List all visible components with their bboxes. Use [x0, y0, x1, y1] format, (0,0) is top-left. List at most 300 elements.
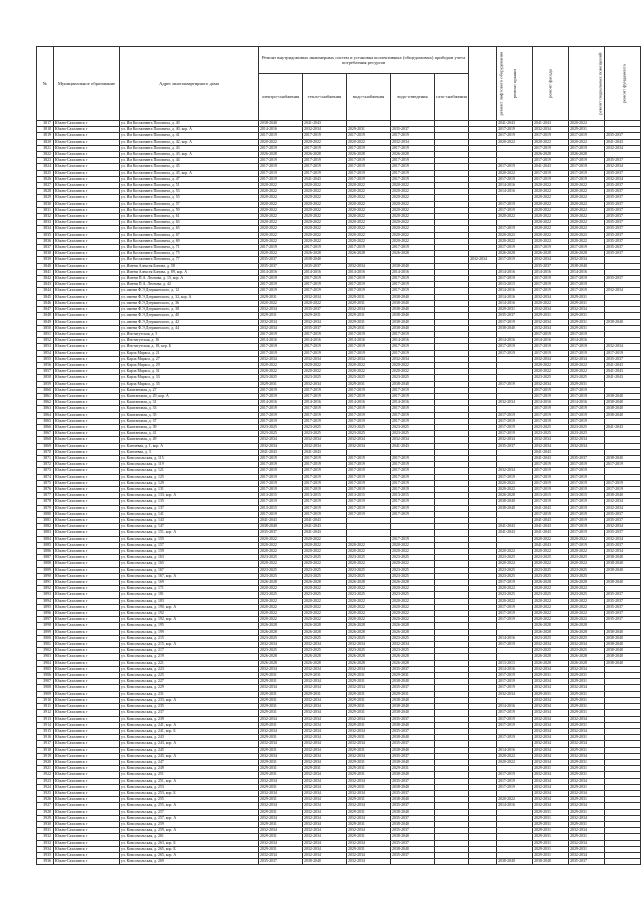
row-number-cell: 3868 [37, 437, 54, 443]
address-cell: ул. Каштановая, д. 27 [120, 387, 259, 393]
address-cell: ул. Комсомольская, д. 259 [120, 821, 259, 827]
row-number-cell: 3916 [37, 735, 54, 741]
period-cell: 2032-2034 [303, 356, 347, 362]
period-cell: 2038-2040 [391, 834, 435, 840]
period-cell: 2032-2034 [303, 784, 347, 790]
period-cell: 2023-2025 [391, 375, 435, 381]
period-cell: 2023-2025 [303, 567, 347, 573]
address-cell: ул. Комсомольская, д. 157 [120, 542, 259, 548]
period-cell: 2017-2019 [569, 276, 605, 282]
period-cell: 2017-2019 [347, 499, 391, 505]
period-cell: 2032-2034 [347, 828, 391, 834]
period-cell: 2035-2037 [391, 666, 435, 672]
period-cell: 2029-2031 [533, 766, 569, 772]
period-cell: 2017-2019 [347, 462, 391, 468]
period-cell: 2017-2019 [259, 133, 303, 139]
period-cell: 2029-2031 [259, 313, 303, 319]
period-cell: 2017-2019 [569, 524, 605, 530]
period-cell: 2041-2043 [303, 449, 347, 455]
period-cell: 2020-2022 [259, 604, 303, 610]
period-cell: 2029-2031 [569, 325, 605, 331]
period-cell: 2029-2031 [533, 673, 569, 679]
period-cell: 2026-2028 [533, 660, 569, 666]
period-cell: 2020-2022 [303, 189, 347, 195]
municipality-cell: Южно-Сахалинск г [54, 474, 120, 480]
address-cell: ул. имени Ф.Э.Дзержинского, д. 38 [120, 307, 259, 313]
period-cell: 2038-2040 [391, 821, 435, 827]
period-cell: 2020-2022 [533, 226, 569, 232]
period-cell: 2017-2019 [303, 486, 347, 492]
period-cell: 2020-2022 [303, 369, 347, 375]
period-cell: 2032-2034 [259, 319, 303, 325]
period-cell: 2032-2034 [259, 666, 303, 672]
period-cell: 2032-2034 [259, 437, 303, 443]
row-number-cell: 3865 [37, 418, 54, 424]
period-cell: 2032-2034 [533, 443, 569, 449]
period-cell: 2014-2016 [303, 338, 347, 344]
period-cell: 2017-2019 [259, 288, 303, 294]
period-cell: 2032-2034 [303, 846, 347, 852]
period-cell: 2017-2019 [303, 499, 347, 505]
row-number-cell: 3866 [37, 424, 54, 430]
row-number-cell: 3918 [37, 747, 54, 753]
period-cell: 2020-2022 [391, 369, 435, 375]
period-cell: 2035-2037 [391, 753, 435, 759]
period-cell: 2026-2028 [533, 623, 569, 629]
period-cell: 2032-2034 [533, 753, 569, 759]
period-cell: 2029-2031 [569, 691, 605, 697]
period-cell: 2023-2025 [391, 592, 435, 598]
municipality-cell: Южно-Сахалинск г [54, 381, 120, 387]
period-cell: 2014-2016 [259, 269, 303, 275]
period-cell: 2032-2034 [533, 127, 569, 133]
period-cell: 2029-2031 [569, 381, 605, 387]
row-number-cell: 3835 [37, 232, 54, 238]
period-cell: 2032-2034 [533, 759, 569, 765]
period-cell: 2032-2034 [605, 549, 641, 555]
period-cell: 2029-2031 [259, 797, 303, 803]
period-cell: 2017-2019 [497, 201, 533, 207]
period-cell: 2017-2019 [569, 331, 605, 337]
period-cell: 2017-2019 [303, 412, 347, 418]
address-cell: ул. Им Космонавта Поповича, д. 67 [120, 232, 259, 238]
period-cell: 2014-2016 [259, 400, 303, 406]
period-cell: 2020-2022 [347, 238, 391, 244]
period-cell: 2017-2019 [605, 486, 641, 492]
municipality-cell: Южно-Сахалинск г [54, 623, 120, 629]
period-cell: 2038-2040 [497, 859, 533, 865]
period-cell: 2017-2019 [347, 344, 391, 350]
period-cell: 2017-2019 [497, 735, 533, 741]
period-cell: 2017-2019 [497, 319, 533, 325]
period-cell: 2023-2025 [391, 555, 435, 561]
period-cell: 2023-2025 [569, 424, 605, 430]
period-cell: 2017-2019 [497, 673, 533, 679]
row-number-cell: 3929 [37, 815, 54, 821]
period-cell: 2023-2025 [533, 424, 569, 430]
period-cell: 2020-2022 [347, 369, 391, 375]
period-cell: 2029-2031 [347, 722, 391, 728]
address-cell: ул. Им Космонавта Поповича, д. 57 [120, 201, 259, 207]
period-cell: 2029-2031 [347, 300, 391, 306]
period-cell: 2017-2019 [391, 406, 435, 412]
period-cell: 2023-2025 [347, 573, 391, 579]
period-cell: 2017-2019 [303, 474, 347, 480]
period-cell: 2029-2031 [347, 710, 391, 716]
address-cell: ул. Комсомольская, д. 125 [120, 474, 259, 480]
municipality-cell: Южно-Сахалинск г [54, 145, 120, 151]
period-cell: 2032-2034 [303, 710, 347, 716]
period-cell [435, 859, 469, 865]
period-cell: 2017-2019 [303, 468, 347, 474]
period-cell: 2029-2031 [347, 766, 391, 772]
period-cell: 2020-2022 [303, 561, 347, 567]
row-number-cell: 3828 [37, 189, 54, 195]
period-cell: 2035-2037 [605, 611, 641, 617]
municipality-cell: Южно-Сахалинск г [54, 828, 120, 834]
period-cell: 2017-2019 [497, 431, 533, 437]
period-cell: 2029-2031 [569, 704, 605, 710]
period-cell: 2017-2019 [497, 226, 533, 232]
municipality-cell: Южно-Сахалинск г [54, 809, 120, 815]
period-cell: 2023-2025 [533, 573, 569, 579]
period-cell: 2032-2034 [469, 257, 497, 263]
period-cell: 2020-2022 [497, 486, 533, 492]
period-cell: 2026-2028 [259, 629, 303, 635]
period-cell: 2026-2028 [303, 580, 347, 586]
municipality-cell: Южно-Сахалинск г [54, 592, 120, 598]
period-cell: 2017-2019 [303, 245, 347, 251]
address-cell: ул. Им Космонавта Поповича, д. 45 [120, 164, 259, 170]
period-cell: 2026-2028 [347, 152, 391, 158]
row-number-cell: 3893 [37, 592, 54, 598]
period-cell: 2017-2019 [497, 344, 533, 350]
period-cell: 2017-2019 [259, 511, 303, 517]
header-meters-group: Ремонт внутридомовых инженерных систем и установка коллективных (общедомовых) приборов учета потребления ресурсов [259, 47, 469, 74]
period-cell: 2014-2016 [347, 338, 391, 344]
period-cell: 2026-2028 [347, 654, 391, 660]
row-number-cell: 3867 [37, 431, 54, 437]
address-cell: ул. Комсомольская, д. 223 [120, 666, 259, 672]
period-cell: 2017-2019 [569, 406, 605, 412]
row-number-cell: 3892 [37, 586, 54, 592]
period-cell: 2020-2022 [533, 300, 569, 306]
period-cell: 2032-2034 [533, 356, 569, 362]
period-cell: 2020-2022 [303, 549, 347, 555]
period-cell: 2017-2019 [533, 331, 569, 337]
period-cell: 2017-2019 [303, 505, 347, 511]
period-cell: 2013-2015 [497, 282, 533, 288]
period-cell: 2026-2028 [347, 629, 391, 635]
period-cell: 2017-2019 [259, 145, 303, 151]
municipality-cell: Южно-Сахалинск г [54, 586, 120, 592]
period-cell: 2023-2025 [533, 375, 569, 381]
period-cell: 2032-2034 [303, 809, 347, 815]
address-cell: ул. Карла Маркса, д. 33 [120, 375, 259, 381]
period-cell: 2017-2019 [569, 542, 605, 548]
period-cell: 2020-2022 [347, 232, 391, 238]
period-cell: 2020-2022 [259, 232, 303, 238]
period-cell: 2032-2034 [533, 716, 569, 722]
period-cell: 2020-2022 [347, 362, 391, 368]
header-address: Адрес многоквартирного дома [120, 47, 259, 121]
period-cell: 2020-2022 [391, 604, 435, 610]
period-cell: 2032-2034 [569, 716, 605, 722]
period-cell: 2038-2040 [391, 747, 435, 753]
period-cell: 2032-2034 [259, 778, 303, 784]
period-cell: 2032-2034 [497, 468, 533, 474]
period-cell: 2023-2025 [303, 555, 347, 561]
address-cell: ул. Комсомольская, д. 237 [120, 710, 259, 716]
row-number-cell: 3837 [37, 245, 54, 251]
address-cell: ул. Комсомольская, д. 245 [120, 747, 259, 753]
municipality-cell: Южно-Сахалинск г [54, 611, 120, 617]
period-cell: 2035-2037 [605, 201, 641, 207]
address-cell: ул. имени Ф.Э.Дзержинского, д. 36 [120, 300, 259, 306]
table-body [37, 121, 641, 865]
period-cell: 2038-2040 [391, 722, 435, 728]
period-cell: 2017-2019 [533, 387, 569, 393]
period-cell: 2023-2025 [391, 424, 435, 430]
period-cell: 2020-2022 [569, 214, 605, 220]
municipality-cell: Южно-Сахалинск г [54, 629, 120, 635]
row-number-cell: 3915 [37, 728, 54, 734]
period-cell: 2020-2022 [347, 542, 391, 548]
period-cell: 2014-2016 [569, 338, 605, 344]
period-cell: 2020-2022 [533, 586, 569, 592]
period-cell: 2020-2022 [303, 207, 347, 213]
period-cell: 2035-2037 [259, 263, 303, 269]
period-cell: 2017-2019 [303, 170, 347, 176]
period-cell: 2017-2019 [497, 604, 533, 610]
period-cell: 2017-2019 [569, 387, 605, 393]
address-cell: ул. Комсомольская, д. 261 [120, 834, 259, 840]
period-cell: 2038-2040 [605, 393, 641, 399]
period-cell: 2020-2022 [533, 139, 569, 145]
municipality-cell: Южно-Сахалинск г [54, 635, 120, 641]
period-cell: 2038-2040 [605, 493, 641, 499]
address-cell: ул. Комсомольская, д. 215 [120, 635, 259, 641]
period-cell: 2035-2037 [391, 790, 435, 796]
address-cell: ул. Карла Маркса, д. 21 [120, 350, 259, 356]
period-cell: 2032-2034 [259, 815, 303, 821]
period-cell: 2029-2031 [347, 735, 391, 741]
period-cell: 2032-2034 [259, 685, 303, 691]
period-cell: 2020-2022 [391, 238, 435, 244]
address-cell: ул. Комсомольская, д. 241, кор. Б [120, 728, 259, 734]
period-cell: 2035-2037 [303, 263, 347, 269]
period-cell: 2020-2022 [259, 598, 303, 604]
period-cell: 2017-2019 [391, 505, 435, 511]
period-cell: 2032-2034 [347, 790, 391, 796]
address-cell: ул. Комсомольская, д. 255, кор. А [120, 803, 259, 809]
period-cell: 2020-2022 [347, 139, 391, 145]
row-number-cell: 3875 [37, 480, 54, 486]
period-cell: 2023-2025 [497, 555, 533, 561]
municipality-cell: Южно-Сахалинск г [54, 555, 120, 561]
municipality-cell: Южно-Сахалинск г [54, 251, 120, 257]
period-cell: 2026-2028 [391, 654, 435, 660]
period-cell: 2029-2031 [533, 821, 569, 827]
period-cell: 2023-2025 [533, 635, 569, 641]
row-number-cell: 3890 [37, 573, 54, 579]
period-cell: 2032-2034 [533, 728, 569, 734]
period-cell: 2038-2040 [391, 772, 435, 778]
period-cell: 2026-2028 [533, 152, 569, 158]
address-cell: ул. имени Ф.Э.Дзержинского, д. 44 [120, 325, 259, 331]
municipality-cell: Южно-Сахалинск г [54, 462, 120, 468]
period-cell: 2038-2040 [391, 325, 435, 331]
row-number-cell: 3838 [37, 251, 54, 257]
period-cell: 2020-2022 [303, 617, 347, 623]
municipality-cell: Южно-Сахалинск г [54, 294, 120, 300]
period-cell: 2023-2025 [347, 567, 391, 573]
period-cell: 2029-2031 [347, 679, 391, 685]
municipality-cell: Южно-Сахалинск г [54, 846, 120, 852]
period-cell: 2038-2040 [391, 300, 435, 306]
period-cell: 2029-2031 [259, 722, 303, 728]
period-cell: 2020-2022 [497, 549, 533, 555]
municipality-cell: Южно-Сахалинск г [54, 710, 120, 716]
period-cell: 2032-2034 [303, 797, 347, 803]
period-cell: 2017-2019 [347, 511, 391, 517]
period-cell: 2017-2019 [391, 511, 435, 517]
address-cell: ул. Институтская, д. 5 [120, 331, 259, 337]
period-cell: 2020-2022 [533, 189, 569, 195]
period-cell: 2017-2019 [259, 406, 303, 412]
period-cell: 2020-2022 [347, 189, 391, 195]
period-cell: 2029-2031 [569, 772, 605, 778]
period-cell: 2017-2019 [347, 176, 391, 182]
period-cell: 2038-2040 [569, 263, 605, 269]
row-number-cell: 3844 [37, 288, 54, 294]
period-cell: 2035-2037 [391, 778, 435, 784]
period-cell: 2017-2019 [391, 276, 435, 282]
period-cell: 2026-2028 [569, 654, 605, 660]
municipality-cell: Южно-Сахалинск г [54, 685, 120, 691]
period-cell: 2032-2034 [347, 840, 391, 846]
header-sewer: водо-отведения [391, 74, 435, 121]
period-cell: 2038-2040 [303, 859, 347, 865]
period-cell: 2029-2031 [569, 679, 605, 685]
period-cell: 2017-2019 [347, 245, 391, 251]
period-cell: 2020-2022 [347, 598, 391, 604]
period-cell: 2032-2034 [347, 852, 391, 858]
period-cell: 2014-2016 [303, 400, 347, 406]
period-cell: 2026-2028 [303, 152, 347, 158]
period-cell: 2038-2040 [605, 412, 641, 418]
period-cell: 2038-2040 [391, 759, 435, 765]
address-cell: ул. Комсомольская, д. 192 [120, 611, 259, 617]
period-cell: 2017-2019 [569, 518, 605, 524]
period-cell: 2020-2022 [533, 362, 569, 368]
period-cell: 2038-2040 [303, 257, 347, 263]
row-number-cell: 3933 [37, 840, 54, 846]
period-cell: 2014-2016 [497, 183, 533, 189]
period-cell: 2032-2034 [533, 797, 569, 803]
period-cell: 2032-2034 [259, 790, 303, 796]
period-cell: 2032-2034 [533, 325, 569, 331]
municipality-cell: Южно-Сахалинск г [54, 728, 120, 734]
period-cell: 2023-2025 [569, 375, 605, 381]
period-cell: 2020-2022 [391, 549, 435, 555]
municipality-cell: Южно-Сахалинск г [54, 375, 120, 381]
period-cell: 2032-2034 [347, 263, 391, 269]
period-cell: 2023-2025 [259, 573, 303, 579]
municipality-cell: Южно-Сахалинск г [54, 369, 120, 375]
period-cell: 2020-2022 [259, 251, 303, 257]
period-cell: 2017-2019 [497, 611, 533, 617]
period-cell: 2026-2028 [497, 251, 533, 257]
address-cell: ул. Комсомольская, д. 265, кор. Б [120, 846, 259, 852]
period-cell: 2017-2019 [259, 418, 303, 424]
row-number-cell: 3925 [37, 790, 54, 796]
address-cell: ул. Комсомольская, д. 255 [120, 797, 259, 803]
row-number-cell: 3826 [37, 176, 54, 182]
period-cell: 2017-2019 [569, 486, 605, 492]
row-number-cell: 3824 [37, 164, 54, 170]
period-cell: 2020-2022 [497, 170, 533, 176]
period-cell: 2029-2031 [533, 313, 569, 319]
period-cell: 2017-2019 [347, 393, 391, 399]
period-cell: 2017-2019 [259, 387, 303, 393]
period-cell: 2017-2019 [569, 412, 605, 418]
address-cell: ул. Комсомольская, д. 225 [120, 673, 259, 679]
period-cell: 2035-2037 [605, 220, 641, 226]
period-cell: 2029-2031 [259, 834, 303, 840]
period-cell: 2020-2022 [533, 604, 569, 610]
address-cell: ул. Им Космонавта Поповича, д. 77 [120, 257, 259, 263]
row-number-cell: 3830 [37, 201, 54, 207]
period-cell: 2017-2019 [497, 412, 533, 418]
period-cell: 2029-2031 [347, 704, 391, 710]
period-cell: 2029-2031 [569, 809, 605, 815]
municipality-cell: Южно-Сахалинск г [54, 214, 120, 220]
period-cell: 2017-2019 [533, 393, 569, 399]
period-cell: 2017-2019 [347, 455, 391, 461]
period-cell: 2023-2025 [533, 555, 569, 561]
period-cell: 2017-2019 [569, 288, 605, 294]
period-cell: 2041-2043 [259, 518, 303, 524]
period-cell: 2041-2043 [303, 121, 347, 127]
municipality-cell: Южно-Сахалинск г [54, 449, 120, 455]
period-cell: 2017-2019 [533, 468, 569, 474]
period-cell: 2041-2043 [259, 449, 303, 455]
period-cell: 2020-2022 [259, 369, 303, 375]
municipality-cell: Южно-Сахалинск г [54, 518, 120, 524]
address-cell: ул. Комсомольская, д. 131 [120, 486, 259, 492]
period-cell: 2029-2031 [347, 747, 391, 753]
address-cell: ул. Комсомольская, д. 165 [120, 561, 259, 567]
period-cell: 2032-2034 [605, 344, 641, 350]
period-cell: 2029-2031 [569, 766, 605, 772]
period-cell: 2038-2040 [391, 784, 435, 790]
period-cell: 2017-2019 [533, 158, 569, 164]
period-cell: 2023-2025 [347, 592, 391, 598]
period-cell: 2020-2022 [533, 214, 569, 220]
municipality-cell: Южно-Сахалинск г [54, 673, 120, 679]
period-cell: 2032-2034 [533, 772, 569, 778]
period-cell: 2041-2043 [533, 542, 569, 548]
address-cell: ул. Комсомольская, д. 171 [120, 586, 259, 592]
header-water: водо-снабжения [347, 74, 391, 121]
period-cell: 2020-2022 [303, 586, 347, 592]
period-cell: 2041-2043 [533, 449, 569, 455]
municipality-cell: Южно-Сахалинск г [54, 747, 120, 753]
period-cell: 2017-2019 [497, 127, 533, 133]
period-cell: 2023-2025 [259, 431, 303, 437]
address-cell: ул. Ключевая, д. 1, кор. А [120, 443, 259, 449]
